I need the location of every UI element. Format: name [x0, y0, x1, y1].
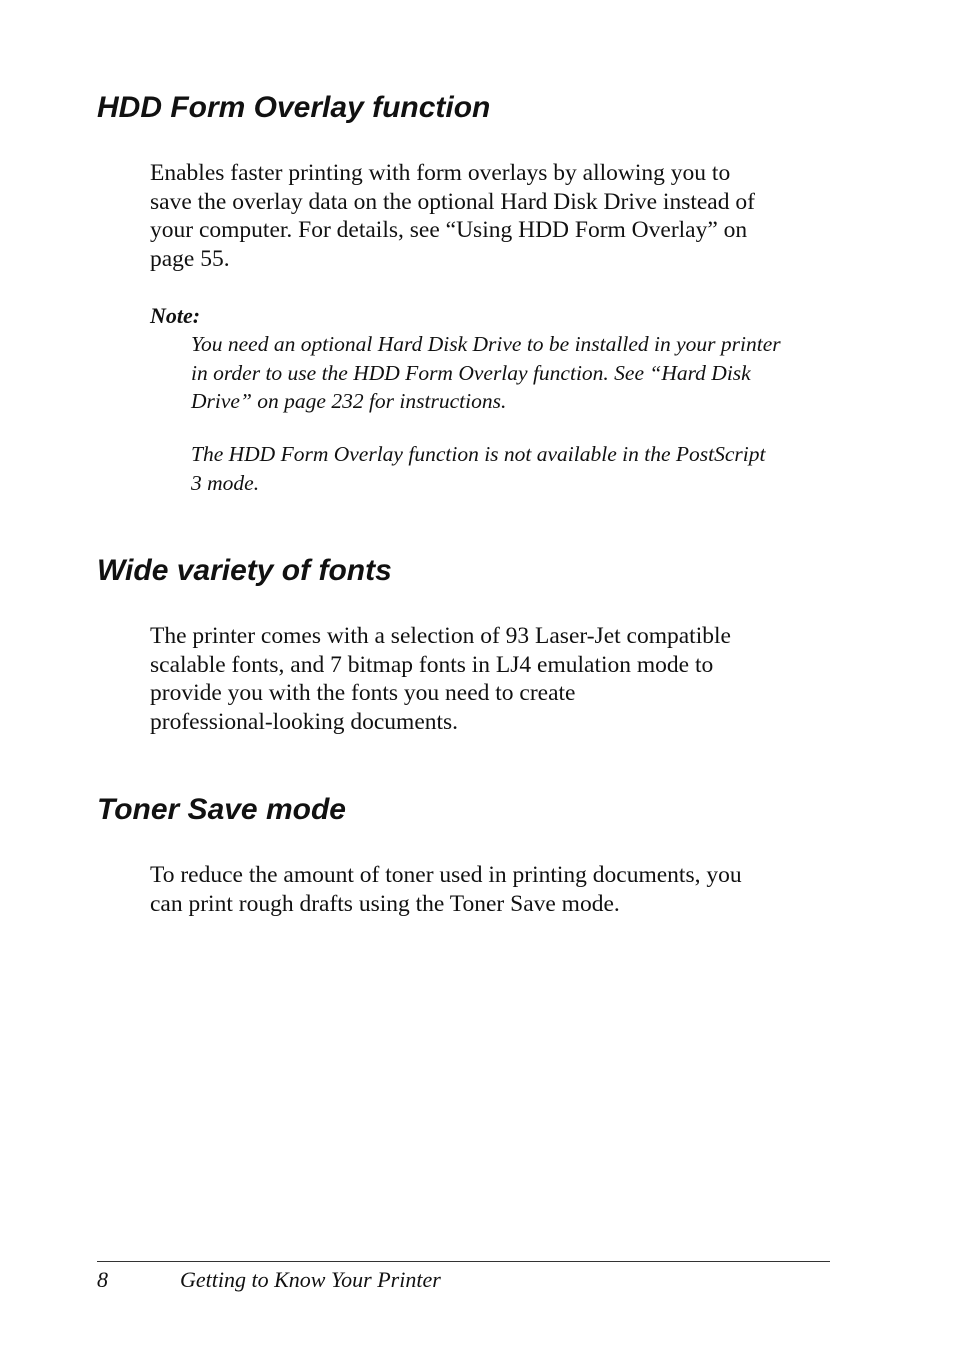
- note-label: Note:: [150, 303, 201, 328]
- body-line: your computer. For details, see “Using HDD Form Overlay” on: [150, 217, 748, 244]
- note-paragraph: [191, 440, 841, 497]
- body-line: Enables faster printing with form overlays by allowing you to: [150, 160, 731, 186]
- section-heading-wide-variety-of-fonts: Wide variety of fonts: [97, 554, 392, 587]
- note-line: in order to use the HDD Form Overlay function. See “Hard Disk: [191, 360, 751, 385]
- section-heading-toner-save-mode: Toner Save mode: [97, 793, 346, 826]
- body-line: scalable fonts, and 7 bitmap fonts in LJ4 emulation mode to: [150, 651, 714, 678]
- body-line: professional-looking documents.: [150, 709, 459, 736]
- footer-chapter-title: Getting to Know Your Printer: [180, 1267, 441, 1292]
- body-line: To reduce the amount of toner used in printing documents, you: [150, 862, 742, 888]
- body-line: The printer comes with a selection of 93 Laser-Jet compatible: [150, 623, 731, 649]
- footer-page-number: 8: [97, 1267, 108, 1292]
- body-line: can print rough drafts using the Toner Save mode.: [150, 890, 620, 917]
- body-line: save the overlay data on the optional Hard Disk Drive instead of: [150, 188, 755, 215]
- note-line: The HDD Form Overlay function is not available in the PostScript: [191, 442, 766, 466]
- section-body-hdd-form-overlay: [150, 159, 840, 274]
- body-line: provide you with the fonts you need to create: [150, 680, 576, 707]
- section-body-wide-variety-of-fonts: [150, 622, 840, 737]
- note-line: 3 mode.: [191, 470, 260, 495]
- note-paragraph: [191, 330, 841, 416]
- note-line: Drive” on page 232 for instructions.: [191, 389, 507, 414]
- body-line: page 55.: [150, 246, 230, 273]
- section-body-toner-save-mode: [150, 861, 840, 918]
- footer-divider: [97, 1261, 830, 1262]
- section-heading-hdd-form-overlay: HDD Form Overlay function: [97, 91, 491, 124]
- note-line: You need an optional Hard Disk Drive to be installed in your printer: [191, 332, 781, 356]
